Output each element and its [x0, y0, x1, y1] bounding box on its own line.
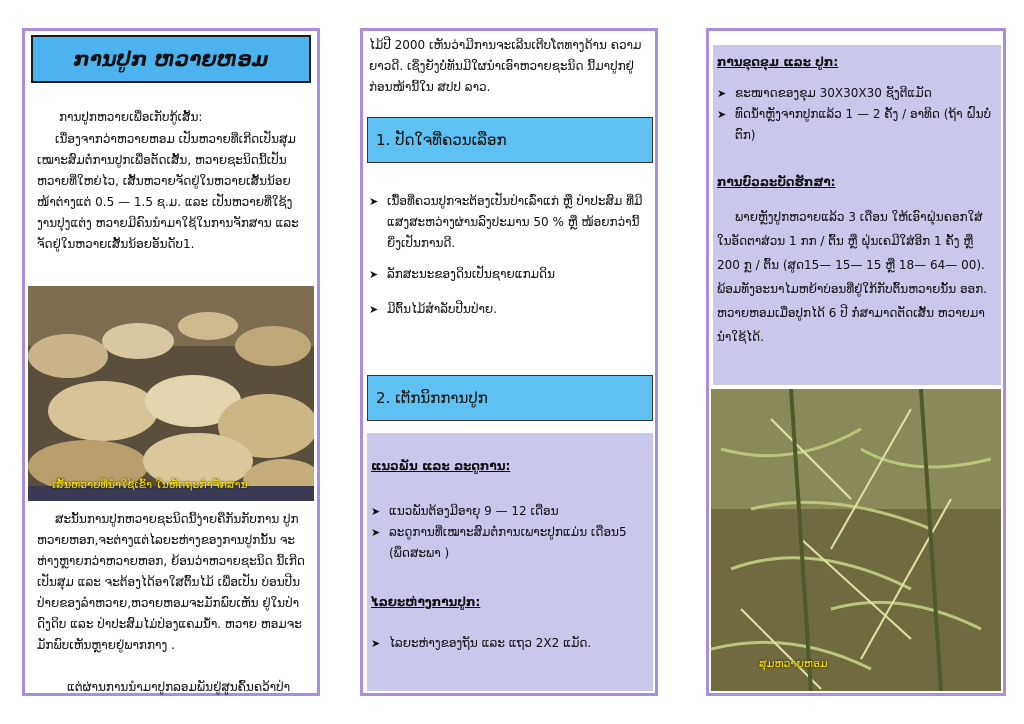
- body-paragraph-continued: ແຕ່ຜ່ານການນຳມາປູກລອມພັນຢູ່ສູນຄົ້ນຄວ້າປ່າ: [67, 680, 291, 694]
- list-item: ➤ ເນື້ອທີ່ຄວນປູກຈະຕ້ອງເປັນປ່າເລົ່າແກ່ ຫຼື ປ່າປະສົມ ທີ່ມີແສງສະຫວ່າງຜ່ານລົງປະມານ 50 % ຫຼື ໜ້ອຍກວ່ານີ້ ຍິ່ງເປັນການດີ.: [369, 191, 651, 254]
- planting-care-box: [713, 45, 1001, 385]
- subheading-planting: ການຂຸດຂຸມ ແລະ ປູກ:: [717, 55, 839, 69]
- spacing-list: [371, 633, 649, 654]
- list-item: ➤ ມີຕົ້ນໄມ້ສຳລັບປີນປ່າຍ.: [369, 299, 651, 320]
- intro-paragraph: ເນື່ອງຈາກວ່າຫວາຍຫອມ ເປັນຫວາຍທີ່ເກີດເປັນສຸມ ເໝາະສົມຕໍ່ການປູກເພື່ອຕັດເສັ້ນ, ຫວາຍຊະນິດນີ້ເປັນ ຫວາຍທີ່ໃຫຍ່ໄວ, ເສັ້ນຫວາຍຈັດຢູ່ໃນຫວາຍເສັ້ນນ້ອຍ ໜ້າຕ່າງແຕ່ 0.5 — 1.5 ຊ.ມ. ແລະ ເປັນຫວາຍທີ່ໃຊ້ງ ງານປຸງແຕ່ງ ຫວາຍມີຄົນນຳມາໃຊ້ໃນການຈັກສານ ແລະ ຈັດຢູ່ໃນຫວາຍເສັ້ນນ້ອຍອັນດັບ1.: [37, 132, 299, 251]
- panel-left: [22, 28, 320, 696]
- section-heading-factors: 1. ປັດໃຈທີ່ຄວນເລືອກ: [367, 117, 653, 163]
- list-item: ➤ ໄລຍະຫ່າງຂອງຖັນ ແລະ ແຖວ 2X2 ແມັດ.: [371, 633, 649, 654]
- list-item: ➤ ແນວພັນຕ້ອງມີອາຍຸ 9 — 12 ເດືອນ: [371, 501, 649, 522]
- subheading-varieties: ແນວພັນ ແລະ ລະດູການ:: [371, 459, 511, 473]
- subheading-care: ການບົວລະບັດຮັກສາ:: [717, 175, 836, 189]
- photo-caption-baskets: ເສັ້ນຫວາຍທີ່ນຳໃຊ້ເຂົ້າ ໃນຫັດຖະກຳຈັກສານ: [52, 478, 248, 491]
- list-item: ➤ ລະດູການທີ່ເໝາະສົມຕໍ່ການເພາະປູກແມ່ນ ເດືອນ5 (ພຶດສະພາ ): [371, 522, 649, 564]
- rattan-baskets-photo: [28, 286, 314, 501]
- list-item: ➤ ລັກສະນະຂອງດິນເປັນຊາຍແກມດິນ: [369, 264, 651, 285]
- technique-box: [367, 433, 653, 691]
- panel-right: [706, 28, 1006, 696]
- section-heading-technique: 2. ເຕັກນິກການປູກ: [367, 375, 653, 421]
- panel-middle: [360, 28, 658, 696]
- intro-heading-text: ການປູກຫວາຍເພື່ອເກັບກູ້ເສັ້ນ:: [59, 110, 203, 124]
- planting-list: [717, 83, 997, 146]
- list-item: ➤ ຂະໜາດຂອງຂຸມ 30X30X30 ຊັງຕີແມັດ: [717, 83, 997, 104]
- list-item: ➤ ທົດນ້ຳຫຼັງຈາກປູກແລ້ວ 1 — 2 ຄັ້ງ / ອາທິດ (ຖ້າ ຝົນບໍ່ຕົກ): [717, 104, 997, 146]
- page-title: ການປູກ ຫວາຍຫອມ: [31, 35, 311, 83]
- factors-list: [369, 191, 651, 320]
- intro-continued: ໄມ້ປີ 2000 ເຫັນວ່າມີການຈະເລີນເຕີບໂຕທາງດ້ານ ຄວາມຍາວດີ. ເຊິ່ງຍັງບໍ່ທັນມີໃຜນຳເອົາຫວາຍຊະນິດ ນີ້ມາປູກຢູ່ກ່ອນໜ້ານີ້ໃນ ສປປ ລາວ.: [369, 38, 642, 94]
- varieties-list: [371, 501, 649, 564]
- rattan-clump-photo: [711, 389, 1001, 691]
- subheading-spacing: ໄລຍະຫ່າງການປູກ:: [371, 595, 481, 609]
- body-paragraph: ສະນັ້ນການປູກຫວາຍຊະນິດນີ້ງ່າຍຄືກັນກັບການ ປູກຫວາຍຫອກ,ຈະຕ່າງແຕ່ໄລຍະຫ່າງຂອງການປູກນັ້ນ ຈະຫ່າງຫຼາຍກວ່າຫວາຍຫອກ, ຍ້ອນວ່າຫວາຍຊະນິດ ນີ້ເກີດເປັນສຸມ ແລະ ຈະຕ້ອງໄດ້ອາໃສຕົ້ນໄມ້ ເພື່ອເປັນ ບ່ອນປີນປ່າຍຂອງລຳຫວາຍ,ຫວາຍຫອມຈະມັກພົບເຫັນ ຢູ່ໃນປ່າດົງດິບ ແລະ ປ່າປະສົມໄມ່ປ່ອງແຄມນ້ຳ. ຫວາຍ ຫອມຈະມັກພົບເຫັນຫຼາຍຢູ່ພາກກາງ .: [37, 512, 305, 652]
- photo-caption-clump: ສຸມຫວາຍຫອມ: [759, 657, 828, 670]
- intro-heading: [37, 107, 309, 128]
- care-paragraph: ພາຍຫຼັງປູກຫວາຍແລ້ວ 3 ເດືອນ ໃຫ້ເອົາຝຸ່ນຄອກໃສ່ ໃນອັດຕາສ່ວນ 1 ກກ / ຕົ້ນ ຫຼື ຝຸ່ນເຄມີໃສ່ອີກ 1 ຄັ້ງ ຫຼື 200 ກຼ / ຕົ້ນ (ສູດ15— 15— 15 ຫຼື 18— 64— 00). ພ້ອມທັງອະນາໄມຫຍ້າບ່ອນທີ່ຢູ່ໃກ້ກັບຕົ້ນຫວາຍນັ້ນ ອອກ. ຫວາຍຫອມເມື່ອປູກໄດ້ 6 ປີ ກໍ່ສາມາດຕັດເສັ້ນ ຫວາຍມານຳໃຊ້ໄດ້.: [717, 210, 987, 344]
